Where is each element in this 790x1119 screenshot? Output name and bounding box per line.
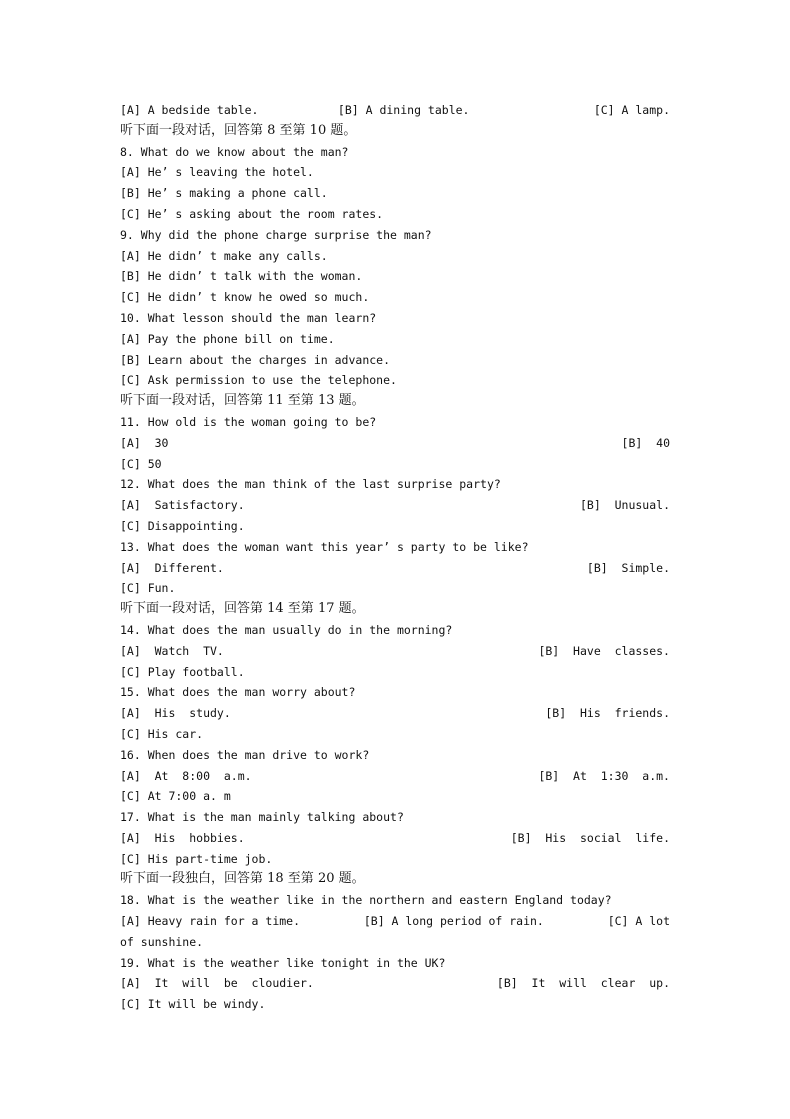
q15-option-a: [A] His study. (120, 706, 231, 721)
q19-options-ab (120, 973, 670, 994)
q15-option-b: [B] His friends. (545, 706, 670, 721)
q12-options-ab (120, 495, 670, 516)
q17-option-b: [B] His social life. (510, 830, 670, 845)
q16-option-c: [C] At 7:00 a. m (120, 789, 231, 804)
q11-option-c: [C] 50 (120, 456, 162, 471)
q14-options-ab (120, 641, 670, 662)
q17-options-ab (120, 828, 670, 849)
section-heading-14-17: 听下面一段对话，回答第 14 至第 17 题。 (120, 601, 365, 617)
q18-options-abc (120, 911, 670, 932)
question-9: 9. Why did the phone charge surprise the man? (120, 227, 432, 242)
question-16: 16. When does the man drive to work? (120, 747, 370, 762)
q19-option-c: [C] It will be windy. (120, 997, 266, 1012)
question-14: 14. What does the man usually do in the morning? (120, 622, 453, 637)
q10-option-c: [C] Ask permission to use the telephone. (120, 373, 397, 388)
q8-option-a: [A] He’ s leaving the hotel. (120, 165, 314, 180)
q9-option-a: [A] He didn’ t make any calls. (120, 248, 328, 263)
q18-option-c-end: of sunshine. (120, 934, 204, 949)
q12-option-b: [B] Unusual. (579, 498, 670, 513)
q7-options (120, 100, 670, 121)
q11-option-b: [B] 40 (621, 435, 670, 450)
question-19: 19. What is the weather like tonight in the UK? (120, 955, 446, 970)
question-13: 13. What does the woman want this year’ s party to be like? (120, 539, 529, 554)
q16-option-b: [B] At 1:30 a.m. (538, 768, 670, 783)
question-10: 10. What lesson should the man learn? (120, 310, 377, 325)
q14-option-c: [C] Play football. (120, 664, 245, 679)
q8-option-c: [C] He’ s asking about the room rates. (120, 206, 384, 221)
q14-option-a: [A] Watch TV. (120, 643, 224, 658)
section-heading-8-10: 听下面一段对话，回答第 8 至第 10 题。 (120, 122, 357, 138)
q16-options-ab (120, 766, 670, 787)
q14-option-b: [B] Have classes. (538, 643, 670, 658)
q7-option-c: [C] A lamp. (593, 103, 670, 117)
q19-option-b: [B] It will clear up. (496, 976, 670, 991)
q7-option-b: [B] A dining table. (337, 103, 470, 117)
q15-options-ab (120, 703, 670, 724)
question-8: 8. What do we know about the man? (120, 144, 349, 159)
q10-option-b: [B] Learn about the charges in advance. (120, 352, 391, 367)
q12-option-c: [C] Disappointing. (120, 518, 245, 533)
q18-option-a: [A] Heavy rain for a time. (120, 914, 301, 929)
q13-option-c: [C] Fun. (120, 581, 176, 596)
q8-option-b: [B] He’ s making a phone call. (120, 186, 328, 201)
q12-option-a: [A] Satisfactory. (120, 498, 245, 513)
q13-option-a: [A] Different. (120, 560, 224, 575)
question-17: 17. What is the man mainly talking about? (120, 810, 404, 825)
q10-option-a: [A] Pay the phone bill on time. (120, 331, 335, 346)
section-heading-11-13: 听下面一段对话，回答第 11 至第 13 题。 (120, 393, 365, 409)
q18-option-b: [B] A long period of rain. (363, 914, 544, 929)
section-heading-18-20: 听下面一段独白，回答第 18 至第 20 题。 (120, 871, 365, 887)
exam-page (120, 100, 670, 1015)
q9-option-b: [B] He didn’ t talk with the woman. (120, 269, 363, 284)
q17-option-c: [C] His part-time job. (120, 851, 273, 866)
q11-options-ab (120, 433, 670, 454)
question-12: 12. What does the man think of the last surprise party? (120, 477, 501, 492)
q17-option-a: [A] His hobbies. (120, 830, 245, 845)
q16-option-a: [A] At 8:00 a.m. (120, 768, 252, 783)
q13-options-ab (120, 558, 670, 579)
q11-option-a: [A] 30 (120, 435, 169, 450)
question-15: 15. What does the man worry about? (120, 685, 356, 700)
q19-option-a: [A] It will be cloudier. (120, 976, 314, 991)
q18-option-c-start: [C] A lot (607, 914, 670, 929)
q13-option-b: [B] Simple. (586, 560, 670, 575)
q15-option-c: [C] His car. (120, 726, 204, 741)
question-18: 18. What is the weather like in the northern and eastern England today? (120, 893, 612, 908)
q9-option-c: [C] He didn’ t know he owed so much. (120, 290, 370, 305)
question-11: 11. How old is the woman going to be? (120, 414, 377, 429)
q7-option-a: [A] A bedside table. (120, 103, 259, 117)
